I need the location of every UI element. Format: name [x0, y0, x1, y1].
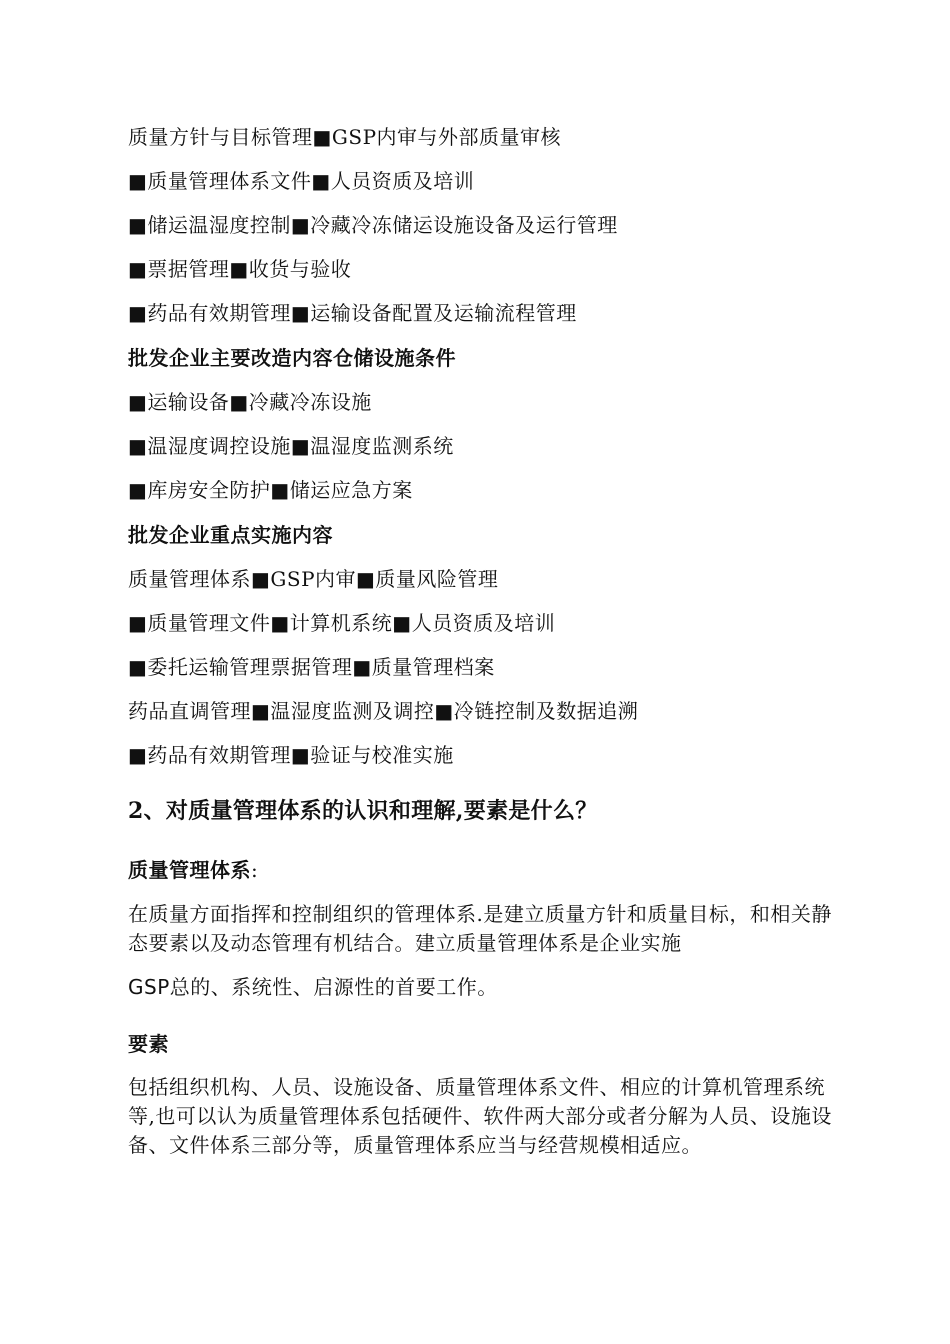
list-item: ■温湿度调控设施■温湿度监测系统 [128, 434, 454, 458]
gsp-rest: 总的、系统性、启源性的首要工作。 [169, 975, 498, 999]
elements-paragraph: 包括组织机构、人员、设施设备、质量管理体系文件、相应的计算机管理系统等,也可以认为质量管理体系包括硬件、软件两大部分或者分解为人员、设施设备、文件体系三部分等，质量管理体系应当与经营规模相适应。 [128, 1075, 832, 1157]
list-item: ■储运温湿度控制■冷藏冷冻储运设施设备及运行管理 [128, 213, 618, 237]
list-item: ■运输设备■冷藏冷冻设施 [128, 390, 372, 414]
section-title-warehouse: 批发企业主要改造内容仓储设施条件 [128, 346, 456, 370]
qms-label-line [128, 857, 258, 883]
elements-label: 要素 [128, 1032, 169, 1056]
question-heading: 2、对质量管理体系的认识和理解,要素是什么？ [128, 798, 598, 824]
section-title-key: 批发企业重点实施内容 [128, 523, 333, 547]
gsp-line [128, 974, 498, 1000]
gsp-prefix: GSP [128, 975, 170, 999]
list-item: ■库房安全防护■储运应急方案 [128, 478, 413, 502]
list-item: ■质量管理文件■计算机系统■人员资质及培训 [128, 611, 556, 635]
list-item: ■委托运输管理票据管理■质量管理档案 [128, 655, 495, 679]
qms-label-colon: : [251, 858, 259, 882]
list-item: ■票据管理■收货与验收 [128, 257, 352, 281]
list-item: ■药品有效期管理■验证与校准实施 [128, 743, 454, 767]
list-item: 质量方针与目标管理■GSP内审与外部质量审核 [128, 125, 562, 149]
list-item: 质量管理体系■GSP内审■质量风险管理 [128, 567, 499, 591]
list-item: ■药品有效期管理■运输设备配置及运输流程管理 [128, 301, 577, 325]
list-item: ■质量管理体系文件■人员资质及培训 [128, 169, 475, 193]
qms-paragraph: 在质量方面指挥和控制组织的管理体系.是建立质量方针和质量目标，和相关静态要素以及动态管理有机结合。建立质量管理体系是企业实施 [128, 902, 832, 955]
list-item: 药品直调管理■温湿度监测及调控■冷链控制及数据追溯 [128, 699, 639, 723]
qms-label: 质量管理体系 [128, 858, 251, 882]
